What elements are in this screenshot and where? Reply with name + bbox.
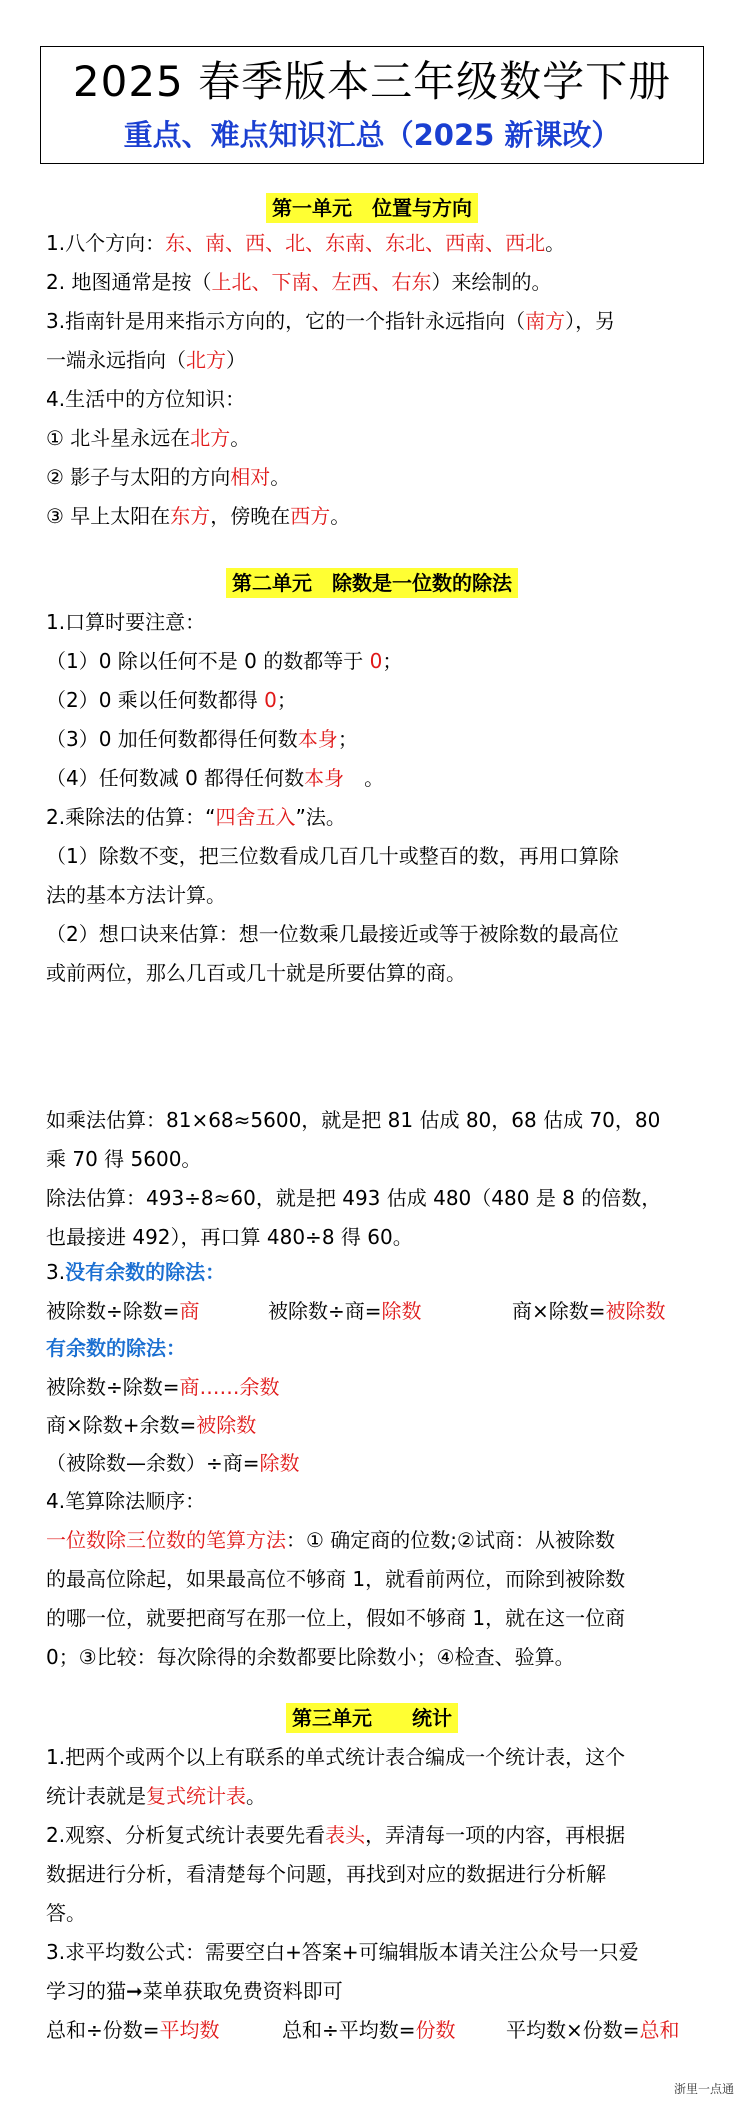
unit2-line: 0；③比较：每次除得的余数都要比除数小；④检查、验算。 — [46, 1645, 575, 1669]
unit1-line: 2. 地图通常是按（上北、下南、左西、右东）来绘制的。 — [46, 270, 552, 294]
unit2-line: 4.笔算除法顺序： — [46, 1489, 206, 1513]
unit2-line: （2）0 乘以任何数都得 0； — [46, 688, 297, 712]
unit2-line: 一位数除三位数的笔算方法：① 确定商的位数;②试商：从被除数 — [46, 1528, 615, 1552]
unit2-line: （1）0 除以任何不是 0 的数都等于 0； — [46, 649, 403, 673]
unit2-line: 除法估算：493÷8≈60，就是把 493 估成 480（480 是 8 的倍数， — [46, 1186, 662, 1210]
unit3-formula-row: 总和÷份数=平均数 总和÷平均数=份数 平均数×份数=总和 — [46, 2018, 680, 2042]
unit2-line: 也最接进 492），再口算 480÷8 得 60。 — [46, 1225, 413, 1249]
unit3-heading: 第三单元 统计 — [0, 1703, 744, 1733]
unit2-line: 3.没有余数的除法： — [46, 1260, 226, 1284]
unit2-line: 1.口算时要注意： — [46, 610, 206, 634]
unit2-heading: 第二单元 除数是一位数的除法 — [0, 568, 744, 598]
unit2-line: 有余数的除法： — [46, 1336, 186, 1360]
unit1-heading: 第一单元 位置与方向 — [0, 193, 744, 223]
unit1-line: 4.生活中的方位知识： — [46, 387, 246, 411]
unit1-line: ② 影子与太阳的方向相对。 — [46, 465, 291, 489]
unit3-line: 数据进行分析，看清楚每个问题，再找到对应的数据进行分析解 — [46, 1862, 606, 1886]
unit2-line: 被除数÷除数=商……余数 — [46, 1375, 280, 1399]
footer-watermark: 浙里一点通 — [673, 2082, 734, 2096]
unit1-line: 一端永远指向（北方） — [46, 348, 246, 372]
unit2-line: 或前两位，那么几百或几十就是所要估算的商。 — [46, 961, 466, 985]
unit3-line: 1.把两个或两个以上有联系的单式统计表合编成一个统计表，这个 — [46, 1745, 626, 1769]
page-title: 2025 春季版本三年级数学下册 — [72, 57, 672, 106]
unit2-line: （被除数—余数）÷商=除数 — [46, 1451, 300, 1475]
unit2-line: 商×除数+余数=被除数 — [46, 1413, 257, 1437]
unit3-line: 2.观察、分析复式统计表要先看表头，弄清每一项的内容，再根据 — [46, 1823, 626, 1847]
unit2-line: 的最高位除起，如果最高位不够商 1，就看前两位，而除到被除数 — [46, 1567, 626, 1591]
page-subtitle: 重点、难点知识汇总（2025 新课改） — [123, 118, 621, 152]
unit3-line: 统计表就是复式统计表。 — [46, 1784, 266, 1808]
unit2-formula-row: 被除数÷除数=商 被除数÷商=除数 商×除数=被除数 — [46, 1299, 666, 1323]
unit3-line: 学习的猫➞菜单获取免费资料即可 — [46, 1979, 343, 2003]
unit1-line: ① 北斗星永远在北方。 — [46, 426, 251, 450]
unit1-line: ③ 早上太阳在东方，傍晚在西方。 — [46, 504, 351, 528]
title-box — [40, 46, 704, 164]
unit2-line: （4）任何数减 0 都得任何数本身 。 — [46, 766, 385, 790]
unit2-line: （2）想口诀来估算：想一位数乘几最接近或等于被除数的最高位 — [46, 922, 619, 946]
unit2-line: 乘 70 得 5600。 — [46, 1147, 202, 1171]
unit3-line: 3.求平均数公式：需要空白+答案+可编辑版本请关注公众号一只爱 — [46, 1940, 639, 1964]
unit2-line: 法的基本方法计算。 — [46, 883, 226, 907]
unit2-line: （1）除数不变，把三位数看成几百几十或整百的数，再用口算除 — [46, 844, 619, 868]
unit2-line: （3）0 加任何数都得任何数本身； — [46, 727, 358, 751]
unit1-line: 3.指南针是用来指示方向的，它的一个指针永远指向（南方），另 — [46, 309, 616, 333]
unit3-line: 答。 — [46, 1901, 86, 1925]
unit2-line: 如乘法估算：81×68≈5600，就是把 81 估成 80，68 估成 70，80 — [46, 1108, 661, 1132]
unit1-line: 1.八个方向：东、南、西、北、东南、东北、西南、西北。 — [46, 231, 566, 255]
unit2-line: 2.乘除法的估算：“四舍五入”法。 — [46, 805, 346, 829]
unit2-line: 的哪一位，就要把商写在那一位上，假如不够商 1，就在这一位商 — [46, 1606, 626, 1630]
